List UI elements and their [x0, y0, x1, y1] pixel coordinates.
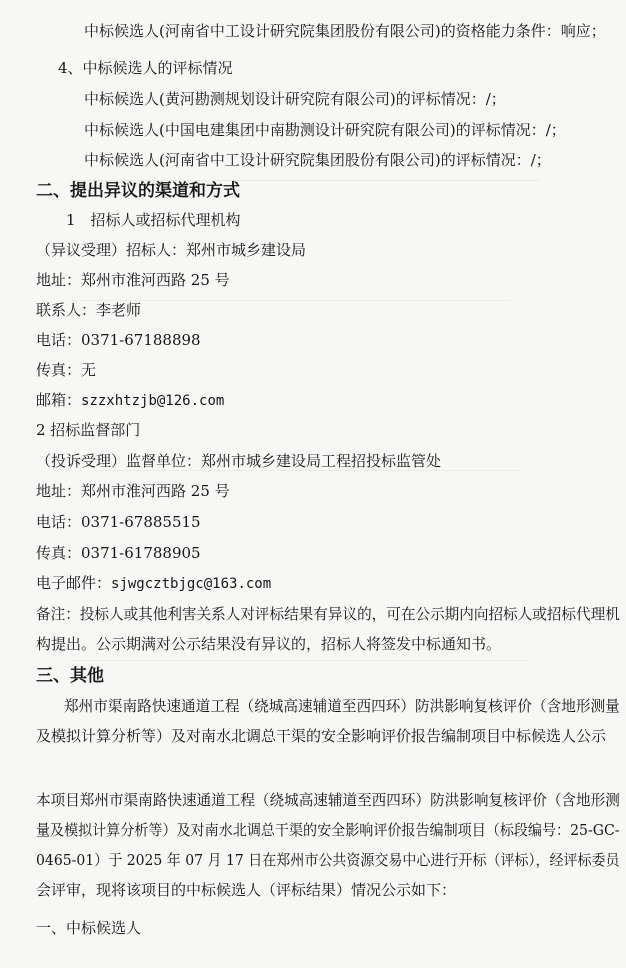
subsection-heading: 2 招标监督部门 — [36, 421, 141, 439]
subsection-heading: 一、中标候选人 — [36, 919, 142, 937]
body-paragraph: 量及模拟计算分析等）及对南水北调总干渠的安全影响评价报告编制项目（标段编号：25-GC- — [36, 821, 620, 839]
body-paragraph: 本项目郑州市渠南路快速通道工程（绕城高速辅道至西四环）防洪影响复核评价（含地形测 — [36, 791, 620, 809]
announcement-title: 郑州市渠南路快速通道工程（绕城高速辅道至西四环）防洪影响复核评价（含地形测量 — [64, 697, 620, 715]
evaluation-line: 中标候选人(河南省中工设计研究院集团股份有限公司)的评标情况：/； — [84, 151, 551, 169]
fax-line: 传真：无 — [36, 361, 97, 379]
complaint-label: （投诉受理） — [36, 452, 127, 470]
note-line: 备注：投标人或其他利害关系人对评标结果有异议的，可在公示期内向招标人或招标代理机 — [36, 605, 620, 623]
section-heading: 三、其他 — [36, 666, 104, 686]
address-line: 地址：郑州市淮河西路 25 号 — [36, 271, 230, 289]
objection-line — [36, 240, 306, 260]
note-line: 构提出。公示期满对公示结果没有异议的，招标人将签发中标通知书。 — [36, 635, 502, 653]
phone-line: 电话：0371-67885515 — [36, 513, 201, 531]
evaluation-line: 中标候选人(黄河勘测规划设计研究院有限公司)的评标情况：/； — [84, 90, 506, 108]
body-paragraph: 0465-01）于 2025 年 07 月 17 日在郑州市公共资源交易中心进行开标（评标），经评标委员 — [36, 851, 620, 869]
evaluation-line: 中标候选人(中国电建集团中南勘测设计研究院有限公司)的评标情况：/； — [84, 121, 566, 139]
announcement-title: 及模拟计算分析等）及对南水北调总干渠的安全影响评价报告编制项目中标候选人公示 — [36, 727, 607, 745]
objection-label: （异议受理） — [36, 241, 127, 259]
phone-line: 电话：0371-67188898 — [36, 331, 201, 349]
email-label: 邮箱： — [36, 391, 82, 409]
complaint-line — [36, 451, 441, 471]
evaluation-item-heading: 4、中标候选人的评标情况 — [58, 59, 233, 77]
complaint-text: 监督单位：郑州市城乡建设局工程招投标监管处 — [126, 452, 442, 470]
contact-line: 联系人：李老师 — [36, 301, 142, 319]
section-heading: 二、提出异议的渠道和方式 — [36, 181, 240, 201]
email-line — [36, 573, 271, 594]
email-address: szzxhtzjb@126.com — [81, 393, 225, 409]
fax-line: 传真：0371-61788905 — [36, 544, 201, 562]
qualification-line: 中标候选人(河南省中工设计研究院集团股份有限公司)的资格能力条件：响应； — [84, 22, 606, 40]
email-address: sjwgcztbjgc@163.com — [111, 576, 272, 592]
objection-text: 招标人：郑州市城乡建设局 — [126, 241, 307, 259]
subsection-heading: 1 招标人或招标代理机构 — [66, 211, 241, 229]
address-line: 地址：郑州市淮河西路 25 号 — [36, 482, 230, 500]
email-label: 电子邮件： — [36, 574, 112, 592]
email-line — [36, 390, 224, 411]
body-paragraph: 会评审，现将该项目的中标候选人（评标结果）情况公示如下： — [36, 881, 457, 899]
